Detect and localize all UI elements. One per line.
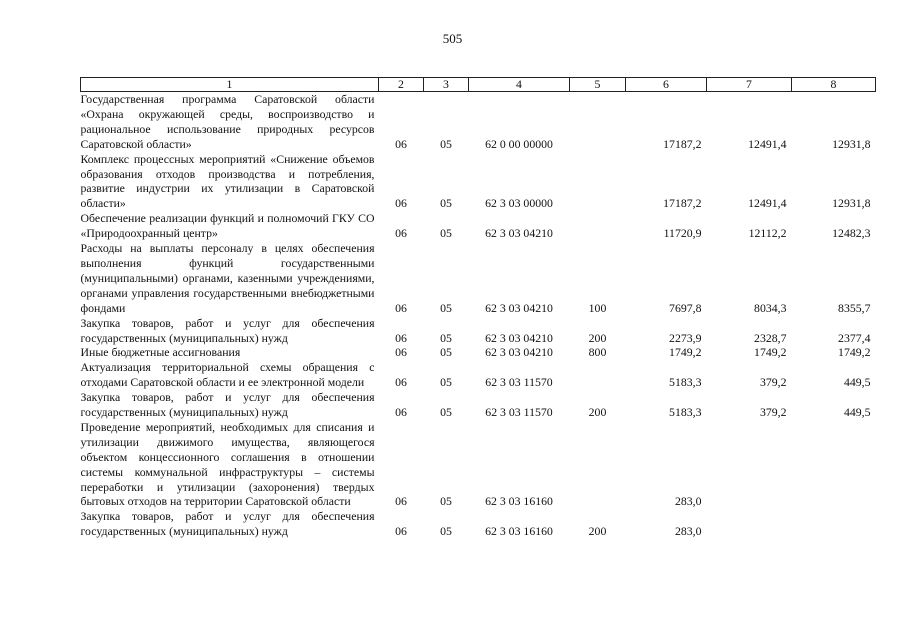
expense-type-code: 200 [588, 405, 607, 420]
subsection-code: 05 [440, 524, 452, 539]
amount-year-2: 12112,2 [748, 226, 787, 241]
amount-year-1: 17187,2 [663, 136, 702, 151]
amount-year-3: 12931,8 [832, 196, 871, 211]
amount-year-1: 11720,9 [663, 226, 702, 241]
column-header-1: 1 [81, 78, 379, 92]
page-number: 505 [442, 31, 463, 46]
table-row [81, 509, 876, 539]
expense-type-code [570, 211, 626, 241]
table-row [81, 92, 876, 152]
amount-year-2: 379,2 [759, 405, 787, 420]
section-code: 06 [395, 300, 407, 315]
table-row [81, 211, 876, 241]
amount-year-2: 1749,2 [754, 345, 787, 360]
row-name: Закупка товаров, работ и услуг для обеспечения государственных (муниципальных) нужд [80, 315, 375, 345]
target-article-code: 62 3 03 16160 [485, 524, 553, 539]
amount-year-3: 12482,3 [832, 226, 871, 241]
amount-year-3: 449,5 [843, 405, 871, 420]
expense-type-code [570, 92, 626, 152]
amount-year-3: 449,5 [843, 375, 871, 390]
row-name: Актуализация территориальной схемы обращения с отходами Саратовской области и ее электронной модели [80, 360, 375, 390]
amount-year-2 [707, 509, 792, 539]
subsection-code: 05 [440, 494, 452, 509]
row-name: Обеспечение реализации функций и полномочий ГКУ СО «Природоохранный центр» [80, 211, 375, 241]
subsection-code: 05 [440, 300, 452, 315]
table-row [81, 316, 876, 346]
table-row [81, 420, 876, 509]
target-article-code: 62 3 03 04210 [485, 226, 553, 241]
subsection-code: 05 [440, 226, 452, 241]
amount-year-2: 12491,4 [748, 136, 787, 151]
row-name: Расходы на выплаты персоналу в целях обеспечения выполнения функций государственными (муниципальными) органами, казенными учреждениями, органами управления государственными внебюджетными фондами [80, 241, 375, 315]
amount-year-1: 7697,8 [669, 300, 702, 315]
amount-year-1: 283,0 [674, 494, 702, 509]
row-name: Закупка товаров, работ и услуг для обеспечения государственных (муниципальных) нужд [80, 390, 375, 420]
expense-type-code [570, 360, 626, 390]
expense-type-code: 800 [588, 345, 607, 360]
amount-year-2: 8034,3 [754, 300, 787, 315]
amount-year-1: 283,0 [674, 524, 702, 539]
expense-type-code [570, 420, 626, 509]
table-row [81, 360, 876, 390]
amount-year-3: 2377,4 [838, 330, 871, 345]
column-header-7: 7 [707, 78, 792, 92]
table-row [81, 152, 876, 212]
expense-type-code [570, 152, 626, 212]
target-article-code: 62 0 00 00000 [485, 136, 553, 151]
row-name: Государственная программа Саратовской области «Охрана окружающей среды, воспроизводство и рациональное использование природных ресурсов Саратовской области» [80, 92, 375, 151]
column-header-8: 8 [792, 78, 876, 92]
row-name: Комплекс процессных мероприятий «Снижение объемов образования отходов производства и потребления, развитие индустрии их утилизации в Саратовской области» [80, 151, 375, 211]
amount-year-3: 8355,7 [838, 300, 871, 315]
target-article-code: 62 3 03 11570 [485, 405, 553, 420]
table-row [81, 241, 876, 316]
table-header [81, 78, 876, 92]
table-body [81, 92, 876, 540]
target-article-code: 62 3 03 04210 [485, 345, 553, 360]
target-article-code: 62 3 03 04210 [485, 300, 553, 315]
amount-year-3 [792, 420, 876, 509]
amount-year-1: 5183,3 [669, 375, 702, 390]
section-code: 06 [395, 405, 407, 420]
column-header-4: 4 [469, 78, 570, 92]
column-header-5: 5 [570, 78, 626, 92]
row-name: Проведение мероприятий, необходимых для списания и утилизации движимого имущества, являющегося объектом концессионного соглашения в отношении системы коммунальной инфраструктуры – системы переработки и утилизации (захоронения) твердых бытовых отходов на территории Саратовской области [80, 419, 375, 509]
section-code: 06 [395, 136, 407, 151]
header-row [81, 78, 876, 92]
amount-year-1: 1749,2 [669, 345, 702, 360]
subsection-code: 05 [440, 196, 452, 211]
amount-year-1: 5183,3 [669, 405, 702, 420]
column-header-6: 6 [626, 78, 707, 92]
expense-type-code: 100 [588, 300, 607, 315]
target-article-code: 62 3 03 16160 [485, 494, 553, 509]
section-code: 06 [395, 226, 407, 241]
subsection-code: 05 [440, 330, 452, 345]
section-code: 06 [395, 345, 407, 360]
row-name: Закупка товаров, работ и услуг для обеспечения государственных (муниципальных) нужд [80, 509, 375, 539]
target-article-code: 62 3 03 11570 [485, 375, 553, 390]
expense-type-code: 200 [588, 524, 607, 539]
subsection-code: 05 [440, 405, 452, 420]
amount-year-2: 379,2 [759, 375, 787, 390]
expense-type-code: 200 [588, 330, 607, 345]
section-code: 06 [395, 524, 407, 539]
target-article-code: 62 3 03 04210 [485, 330, 553, 345]
amount-year-3 [792, 509, 876, 539]
amount-year-2: 12491,4 [748, 196, 787, 211]
section-code: 06 [395, 196, 407, 211]
row-name: Иные бюджетные ассигнования [80, 345, 241, 360]
amount-year-1: 2273,9 [669, 330, 702, 345]
amount-year-2 [707, 420, 792, 509]
column-header-2: 2 [379, 78, 424, 92]
amount-year-3: 1749,2 [838, 345, 871, 360]
table-row [81, 345, 876, 360]
table-row [81, 390, 876, 420]
subsection-code: 05 [440, 136, 452, 151]
amount-year-3: 12931,8 [832, 136, 871, 151]
target-article-code: 62 3 03 00000 [485, 196, 553, 211]
budget-table [80, 77, 876, 539]
subsection-code: 05 [440, 345, 452, 360]
column-header-3: 3 [424, 78, 469, 92]
section-code: 06 [395, 494, 407, 509]
section-code: 06 [395, 330, 407, 345]
subsection-code: 05 [440, 375, 452, 390]
amount-year-1: 17187,2 [663, 196, 702, 211]
section-code: 06 [395, 375, 407, 390]
amount-year-2: 2328,7 [754, 330, 787, 345]
